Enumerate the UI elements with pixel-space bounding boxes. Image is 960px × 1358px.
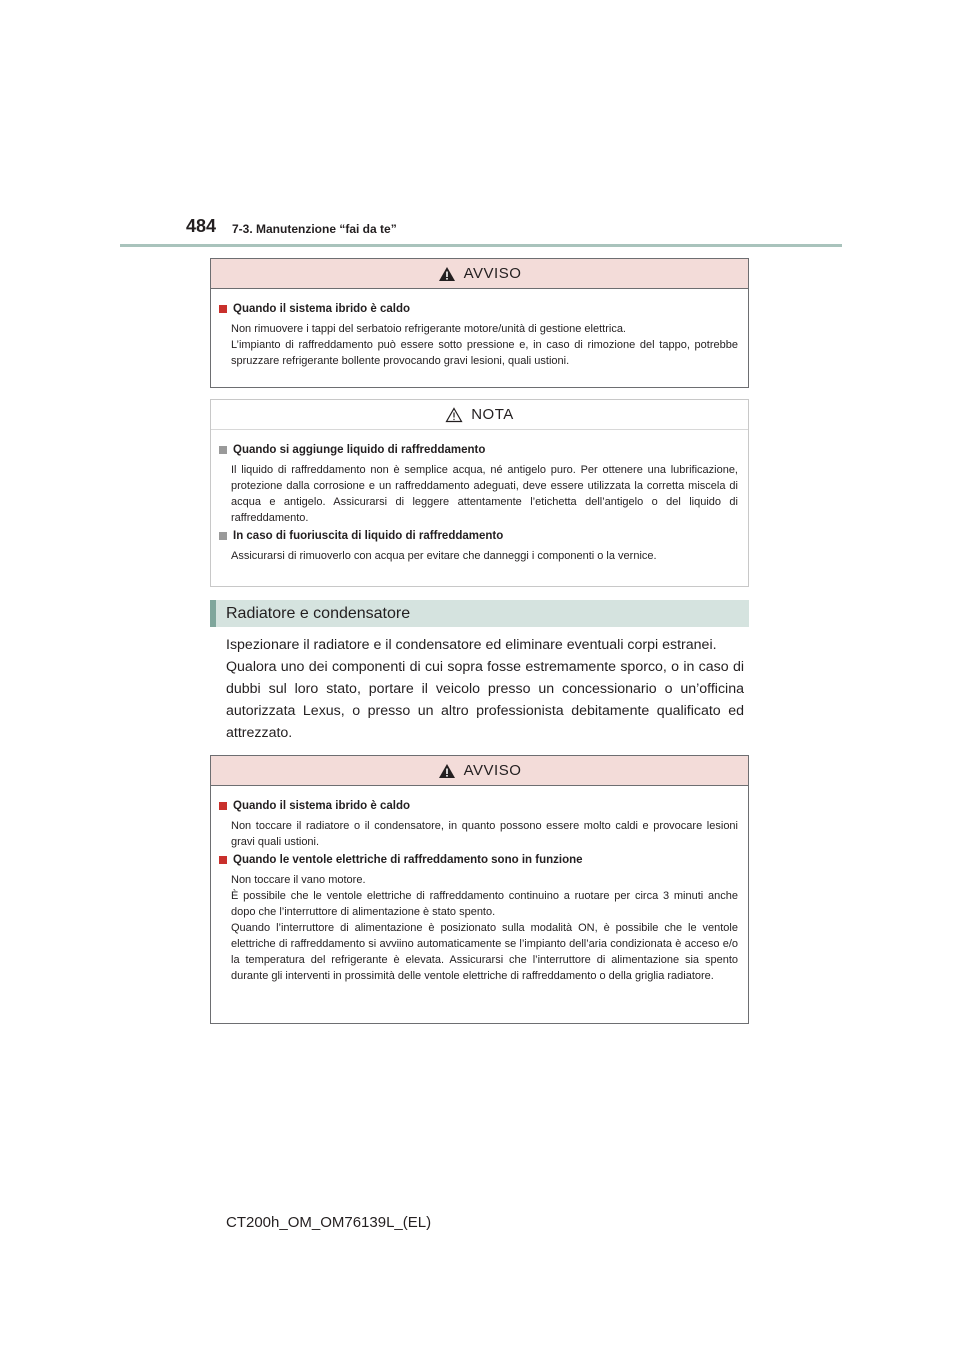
paragraph: Ispezionare il radiatore e il condensatore ed eliminare eventuali corpi estranei. bbox=[226, 637, 717, 653]
warning-box-title: AVVISO bbox=[463, 265, 522, 282]
square-bullet-icon bbox=[219, 532, 227, 540]
item-title-text: Quando si aggiunge liquido di raffreddamento bbox=[233, 444, 486, 456]
heading-accent bbox=[210, 600, 216, 627]
note-box-title: NOTA bbox=[471, 406, 514, 423]
note-box-body bbox=[211, 430, 748, 578]
warning-box-header bbox=[211, 756, 748, 786]
note-item-text bbox=[219, 462, 738, 526]
section-heading-radiator bbox=[210, 600, 749, 627]
square-bullet-icon bbox=[219, 305, 227, 313]
warning-item-text bbox=[219, 872, 738, 984]
note-box-header bbox=[211, 400, 748, 430]
text-line: Assicurarsi di rimuoverlo con acqua per evitare che danneggi i componenti o la vernice. bbox=[231, 550, 657, 562]
paragraph: Qualora uno dei componenti di cui sopra fosse estremamente sporco, o in caso di dubbi sul loro stato, portare il veicolo presso un concessionario o un’officina autorizzata Lexus, o presso un altro professionista debitamente qualificato ed attrezzato. bbox=[226, 659, 744, 741]
item-title-text: In caso di fuoriuscita di liquido di raffreddamento bbox=[233, 530, 504, 542]
warning-item-title bbox=[219, 303, 738, 315]
item-title-text: Quando il sistema ibrido è caldo bbox=[233, 800, 411, 812]
note-box-coolant bbox=[210, 399, 749, 587]
warning-box-body bbox=[211, 786, 748, 998]
note-item-text bbox=[219, 548, 738, 564]
warning-box-hybrid-hot bbox=[210, 258, 749, 388]
radiator-paragraphs bbox=[226, 634, 744, 744]
section-title: 7-3. Manutenzione “fai da te” bbox=[232, 222, 397, 236]
warning-box-title: AVVISO bbox=[463, 762, 522, 779]
text-line: Il liquido di raffreddamento non è semplice acqua, né antigelo puro. Per ottenere una lubrificazione, protezione dalla corrosione e un raffreddamento adeguati, deve essere utilizzata la corretta miscela di acqua e antigelo. Assicurarsi di leggere attentamente l’etichetta dell’antigelo o del liquido di raffreddamento. bbox=[231, 464, 738, 524]
text-line: Non rimuovere i tappi del serbatoio refrigerante motore/unità di gestione elettrica. bbox=[231, 323, 626, 335]
square-bullet-icon bbox=[219, 802, 227, 810]
warning-item-title bbox=[219, 854, 738, 866]
note-item-title bbox=[219, 444, 738, 456]
warning-box-header bbox=[211, 259, 748, 289]
text-line: Non toccare il vano motore. bbox=[231, 874, 366, 886]
warning-box-body bbox=[211, 289, 748, 383]
warning-item-title bbox=[219, 800, 738, 812]
warning-item-text bbox=[219, 321, 738, 369]
item-title-text: Quando le ventole elettriche di raffreddamento sono in funzione bbox=[233, 854, 583, 866]
warning-triangle-icon bbox=[438, 763, 456, 779]
text-line: L’impianto di raffreddamento può essere sotto pressione e, in caso di rimozione del tappo, potrebbe spruzzare refrigerante bollente provocando gravi lesioni, quali ustioni. bbox=[231, 339, 738, 367]
caution-triangle-icon bbox=[445, 407, 463, 423]
warning-box-radiator bbox=[210, 755, 749, 1024]
square-bullet-icon bbox=[219, 856, 227, 864]
text-line: Non toccare il radiatore o il condensatore, in quanto possono essere molto caldi e provocare lesioni gravi quali ustioni. bbox=[231, 820, 738, 848]
item-title-text: Quando il sistema ibrido è caldo bbox=[233, 303, 411, 315]
header-divider bbox=[120, 244, 842, 247]
section-heading-text: Radiatore e condensatore bbox=[226, 604, 411, 622]
page-number: 484 bbox=[186, 216, 217, 236]
warning-item-text bbox=[219, 818, 738, 850]
text-line: È possibile che le ventole elettriche di raffreddamento continuino a ruotare per circa 3 minuti anche dopo che l’interruttore di alimentazione è stato spento. bbox=[231, 890, 738, 918]
document-code: CT200h_OM_OM76139L_(EL) bbox=[226, 1214, 432, 1231]
square-bullet-icon bbox=[219, 446, 227, 454]
text-line: Quando l’interruttore di alimentazione è posizionato sulla modalità ON, è possibile che le ventole elettriche di raffreddamento si avviino automaticamente se l’impianto dell’aria condizionata è acceso e/o la temperatura del refrigerante è elevata. Assicurarsi che l’interruttore di alimentazione sia spento durante gli interventi in prossimità delle ventole elettriche di raffreddamento o della griglia radiatore. bbox=[231, 922, 738, 982]
warning-triangle-icon bbox=[438, 266, 456, 282]
note-item-title bbox=[219, 530, 738, 542]
